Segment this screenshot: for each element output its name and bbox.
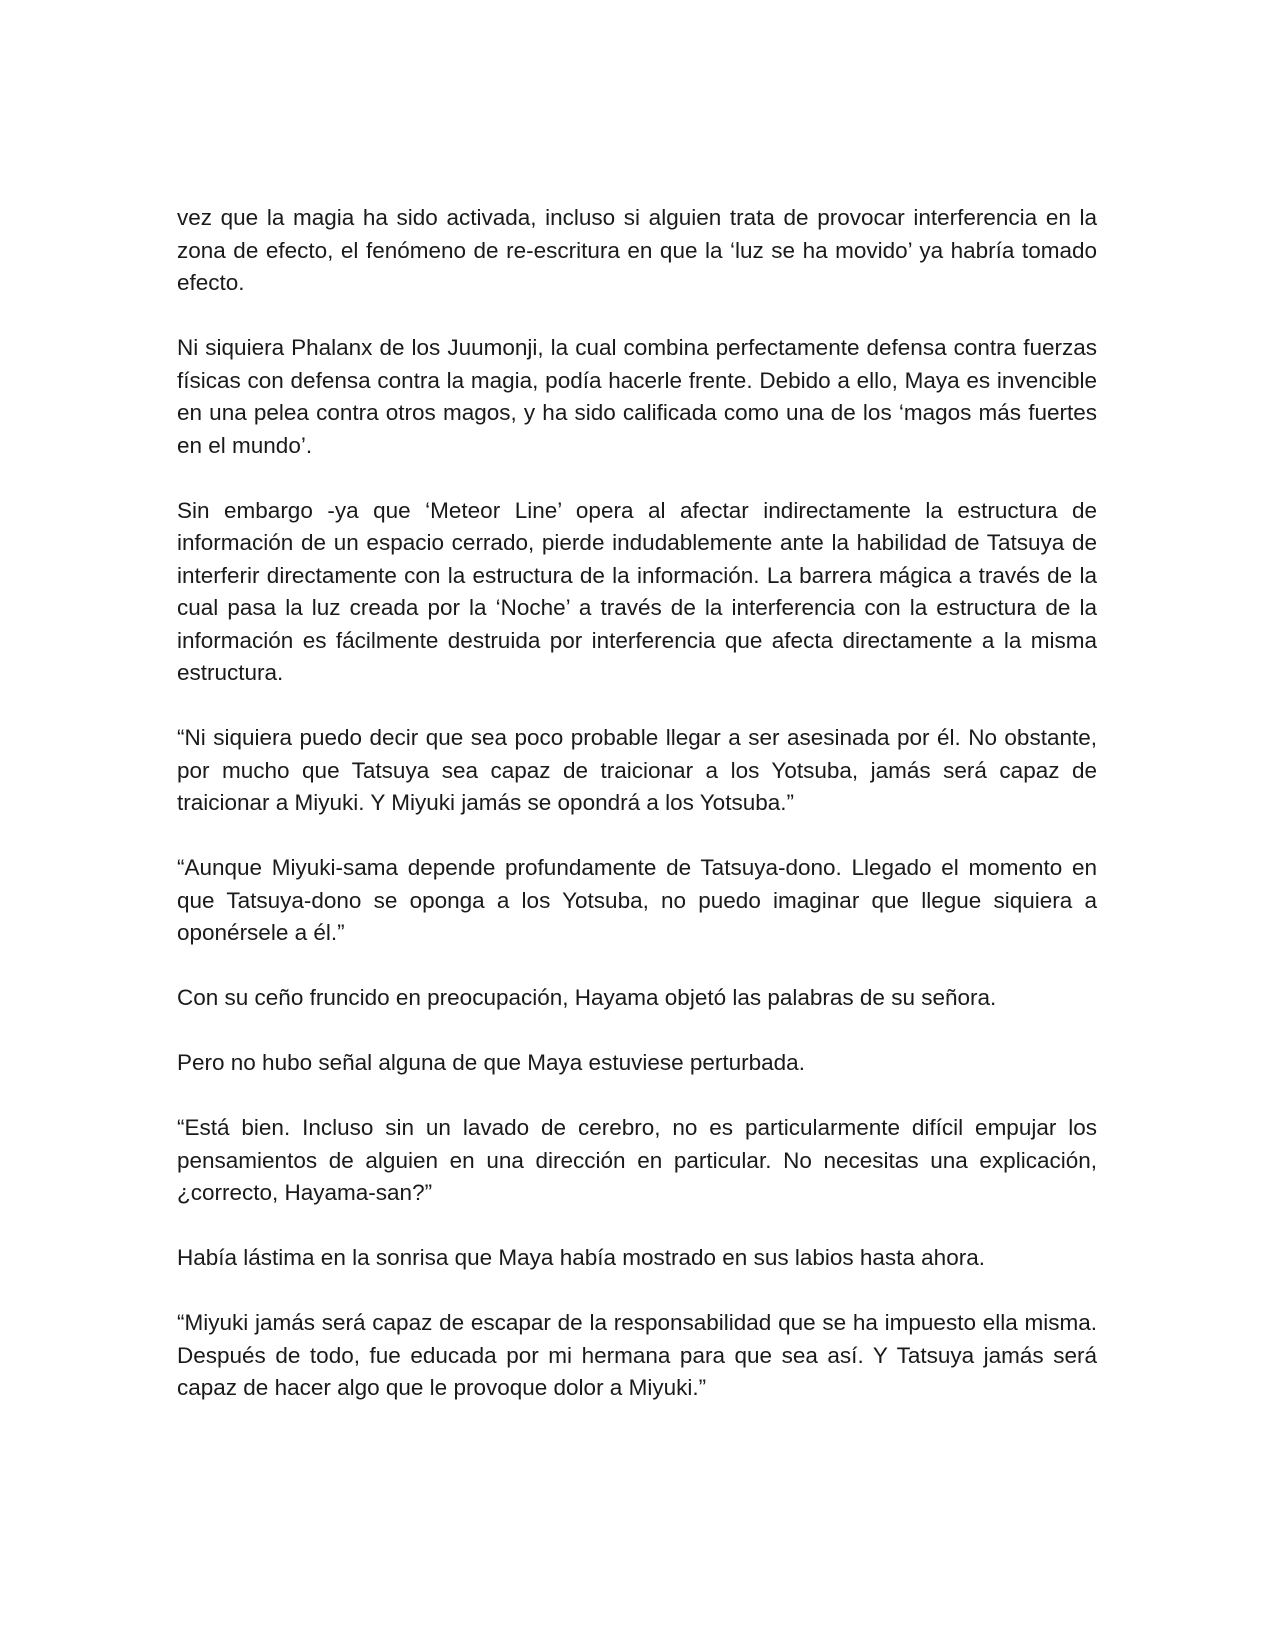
paragraph-8: “Está bien. Incluso sin un lavado de cerebro, no es particularmente difícil empujar los pensamientos de alguien en una dirección en particular. No necesitas una explicación, ¿correcto, Hayama-san?” [177,1115,1097,1205]
paragraph-7: Pero no hubo señal alguna de que Maya estuviese perturbada. [177,1050,805,1075]
paragraph-5: “Aunque Miyuki-sama depende profundamente de Tatsuya-dono. Llegado el momento en que Tatsuya-dono se oponga a los Yotsuba, no puedo imaginar que llegue siquiera a oponérsele a él.” [177,855,1097,945]
paragraph-4: “Ni siquiera puedo decir que sea poco probable llegar a ser asesinada por él. No obstante, por mucho que Tatsuya sea capaz de traicionar a los Yotsuba, jamás será capaz de traicionar a Miyuki. Y Miyuki jamás se opondrá a los Yotsuba.” [177,725,1097,815]
paragraph-1: vez que la magia ha sido activada, incluso si alguien trata de provocar interferencia en la zona de efecto, el fenómeno de re-escritura en que la ‘luz se ha movido’ ya habría tomado efecto. [177,205,1097,295]
paragraph-10: “Miyuki jamás será capaz de escapar de la responsabilidad que se ha impuesto ella misma. Después de todo, fue educada por mi hermana para que sea así. Y Tatsuya jamás será capaz de hacer algo que le provoque dolor a Miyuki.” [177,1310,1097,1400]
body-text [177,202,1097,1437]
paragraph-9: Había lástima en la sonrisa que Maya había mostrado en sus labios hasta ahora. [177,1245,985,1270]
paragraph-6: Con su ceño fruncido en preocupación, Hayama objetó las palabras de su señora. [177,985,997,1010]
paragraph-2: Ni siquiera Phalanx de los Juumonji, la cual combina perfectamente defensa contra fuerzas físicas con defensa contra la magia, podía hacerle frente. Debido a ello, Maya es invencible en una pelea contra otros magos, y ha sido calificada como una de los ‘magos más fuertes en el mundo’. [177,335,1097,458]
paragraph-3: Sin embargo -ya que ‘Meteor Line’ opera al afectar indirectamente la estructura de información de un espacio cerrado, pierde indudablemente ante la habilidad de Tatsuya de interferir directamente con la estructura de la información. La barrera mágica a través de la cual pasa la luz creada por la ‘Noche’ a través de la interferencia con la estructura de la información es fácilmente destruida por interferencia que afecta directamente a la misma estructura. [177,497,1097,685]
